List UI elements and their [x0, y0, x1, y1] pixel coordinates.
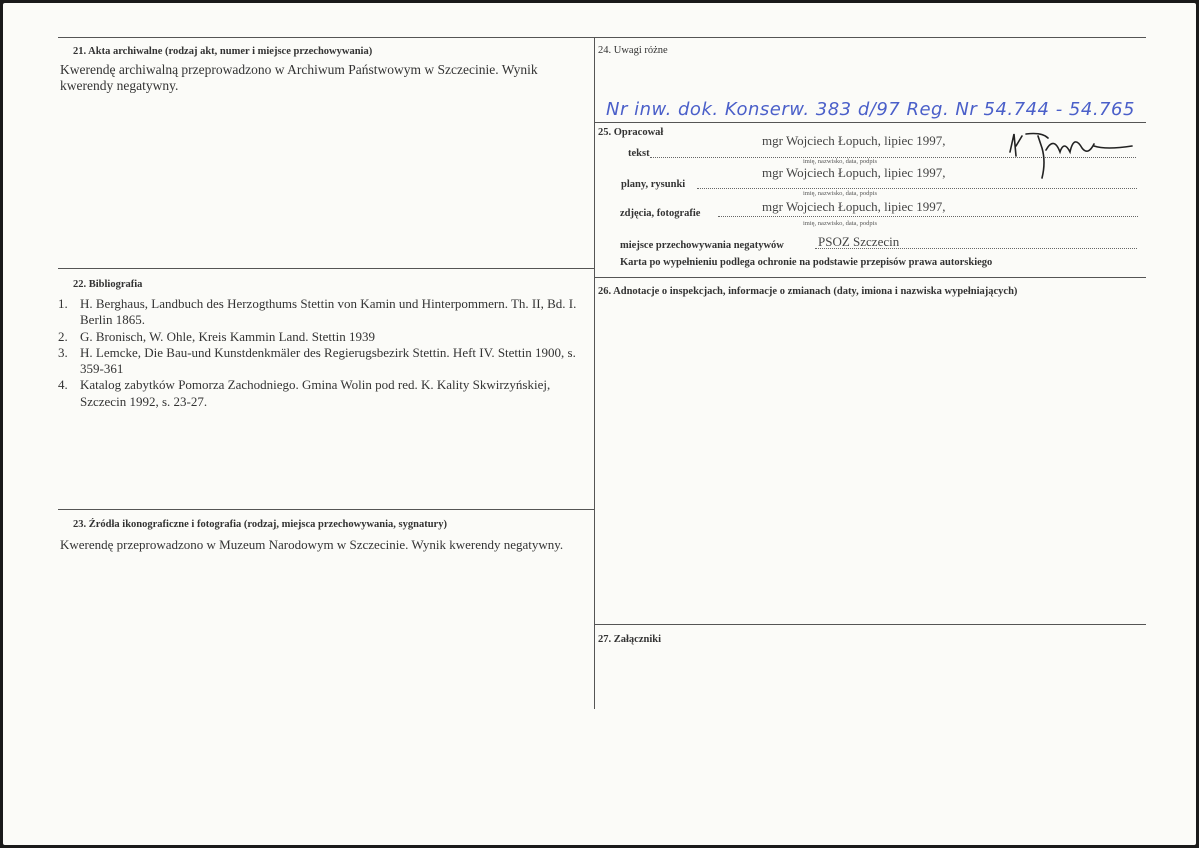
section-25-heading: 25. Opracował [598, 127, 664, 138]
tekst-caption: imię, nazwisko, data, podpis [803, 158, 878, 165]
plany-label: plany, rysunki [621, 179, 686, 190]
section-22-heading: 22. Bibliografia [73, 279, 143, 290]
tekst-label: tekst [628, 148, 650, 159]
center-divider [594, 37, 595, 709]
rule-21-22 [58, 268, 594, 269]
top-rule [58, 37, 1146, 38]
negatywy-value: PSOZ Szczecin [818, 234, 900, 249]
rule-25-26 [594, 277, 1146, 278]
section-21-text: Kwerendę archiwalną przeprowadzono w Archiwum Państwowym w Szczecinie. Wynik kwerendy negatywny. [60, 62, 538, 93]
handwritten-inventory-note: Nr inw. dok. Konserw. 383 d/97 Reg. Nr 54.744 - 54.765 [606, 99, 1135, 120]
zdjecia-caption: imię, nazwisko, data, podpis [803, 220, 878, 227]
section-23-heading: 23. Źródła ikonograficzne i fotografia (rodzaj, miejsca przechowywania, sygnatury) [73, 519, 447, 530]
tekst-value: mgr Wojciech Łopuch, lipiec 1997, [762, 133, 946, 148]
plany-caption: imię, nazwisko, data, podpis [803, 190, 878, 197]
section-21-heading: 21. Akta archiwalne (rodzaj akt, numer i miejsce przechowywania) [73, 46, 373, 57]
section-26-heading: 26. Adnotacje o inspekcjach, informacje o zmianach (daty, imiona i nazwiska wypełniających) [598, 286, 1018, 297]
copyright-note: Karta po wypełnieniu podlega ochronie na podstawie przepisów prawa autorskiego [620, 257, 993, 268]
bibliography-item: 4. Katalog zabytków Pomorza Zachodniego. Gmina Wolin pod red. K. Kality Skwirzyńskiej, Szczecin 1992, s. 23-27. [58, 377, 551, 409]
section-24-heading: 24. Uwagi różne [598, 45, 668, 56]
bibliography-item: 3. H. Lemcke, Die Bau-und Kunstdenkmäler des Regierugsbezirk Stettin. Heft IV. Stettin 1900, s. 359-361 [58, 344, 576, 377]
zdjecia-dotted-line [718, 216, 1138, 217]
zdjecia-label: zdjęcia, fotografie [620, 208, 701, 219]
bibliography-item: 1. H. Berghaus, Landbuch des Herzogthums Stettin von Kamin und Hinterpommern. Th. II, Bd. I. Berlin 1865. [58, 296, 577, 328]
section-23-text: Kwerendę przeprowadzono w Muzeum Narodowym w Szczecinie. Wynik kwerendy negatywny. [60, 537, 564, 552]
negatywy-label: miejsce przechowywania negatywów [620, 240, 784, 251]
signature [1002, 122, 1142, 180]
rule-26-27 [594, 624, 1146, 625]
plany-dotted-line [697, 188, 1137, 189]
bibliography-list [58, 296, 588, 410]
bibliography-item: 2. G. Bronisch, W. Ohle, Kreis Kammin Land. Stettin 1939 [58, 328, 376, 344]
section-27-heading: 27. Załączniki [598, 634, 662, 645]
zdjecia-value: mgr Wojciech Łopuch, lipiec 1997, [762, 199, 946, 214]
plany-value: mgr Wojciech Łopuch, lipiec 1997, [762, 165, 946, 180]
rule-22-23 [58, 509, 594, 510]
